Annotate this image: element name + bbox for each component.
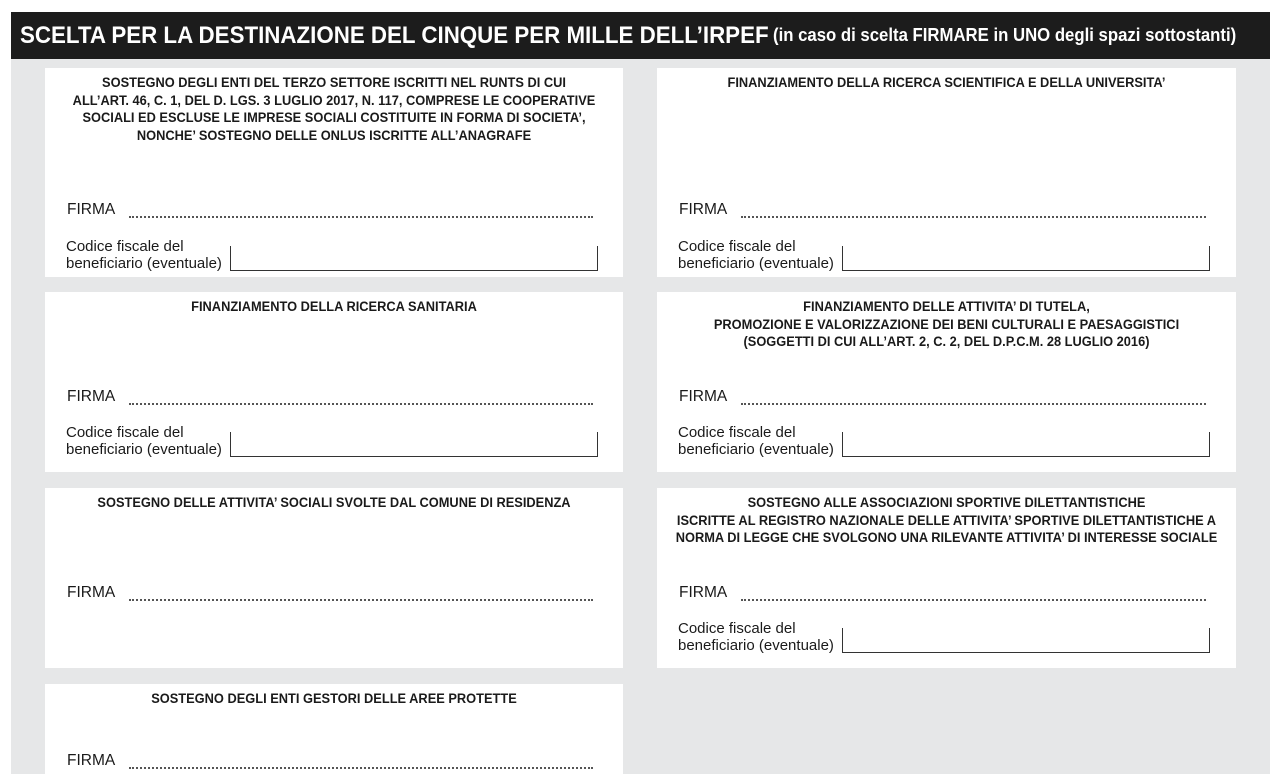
firma-label: FIRMA: [67, 752, 116, 769]
codice-fiscale-label: Codice fiscale del beneficiario (eventuale): [678, 238, 834, 272]
choices-panel: [11, 59, 1270, 774]
firma-dotted-line: [129, 599, 593, 601]
firma-signature-area[interactable]: [67, 752, 593, 774]
box-ricerca-sanitaria: [45, 292, 623, 472]
codice-fiscale-input[interactable]: [842, 432, 1210, 457]
firma-signature-area[interactable]: [679, 584, 1206, 606]
box-title: SOSTEGNO DELLE ATTIVITA’ SOCIALI SVOLTE DAL COMUNE DI RESIDENZA: [97, 495, 571, 510]
box-terzo-settore: [45, 68, 623, 277]
firma-label: FIRMA: [679, 388, 728, 405]
codice-fiscale-input[interactable]: [230, 432, 598, 457]
box-title: SOSTEGNO ALLE ASSOCIAZIONI SPORTIVE DILETTANTISTICHE ISCRITTE AL REGISTRO NAZIONALE DELLE ATTIVITA’ SPORTIVE DILETTANTISTICHE A NORMA DI LEGGE CHE SVOLGONO UNA RILEVANTE ATTIVITA’ DI INTERESSE SOCIALE: [675, 495, 1218, 545]
box-title: SOSTEGNO DEGLI ENTI GESTORI DELLE AREE PROTETTE: [151, 691, 517, 706]
firma-signature-area[interactable]: [67, 201, 593, 223]
box-title: FINANZIAMENTO DELLE ATTIVITA’ DI TUTELA, PROMOZIONE E VALORIZZAZIONE DEI BENI CULTURALI E PAESAGGISTICI (SOGGETTI DI CUI ALL’ART. 2, C. 2, DEL D.P.C.M. 28 LUGLIO 2016): [713, 299, 1180, 349]
firma-dotted-line: [741, 403, 1206, 405]
firma-label: FIRMA: [67, 388, 116, 405]
firma-label: FIRMA: [67, 584, 116, 601]
firma-dotted-line: [741, 599, 1206, 601]
box-associazioni-sportive: [657, 488, 1236, 668]
box-comune-residenza: [45, 488, 623, 668]
firma-dotted-line: [129, 216, 593, 218]
codice-fiscale-input[interactable]: [230, 246, 598, 271]
firma-label: FIRMA: [679, 201, 728, 218]
box-title: FINANZIAMENTO DELLA RICERCA SANITARIA: [191, 299, 477, 314]
codice-fiscale-label: Codice fiscale del beneficiario (eventuale): [66, 238, 222, 272]
firma-dotted-line: [129, 403, 593, 405]
firma-label: FIRMA: [67, 201, 116, 218]
firma-signature-area[interactable]: [67, 388, 593, 410]
firma-signature-area[interactable]: [679, 388, 1206, 410]
firma-signature-area[interactable]: [67, 584, 593, 606]
firma-signature-area[interactable]: [679, 201, 1206, 223]
codice-fiscale-label: Codice fiscale del beneficiario (eventuale): [678, 424, 834, 458]
form-header: [11, 12, 1270, 59]
codice-fiscale-label: Codice fiscale del beneficiario (eventuale): [678, 620, 834, 654]
firma-dotted-line: [129, 767, 593, 769]
codice-fiscale-label: Codice fiscale del beneficiario (eventuale): [66, 424, 222, 458]
box-title: SOSTEGNO DEGLI ENTI DEL TERZO SETTORE ISCRITTI NEL RUNTS DI CUI ALL’ART. 46, C. 1, DEL D. LGS. 3 LUGLIO 2017, N. 117, COMPRESE LE COOPERATIVE SOCIALI ED ESCLUSE LE IMPRESE SOCIALI COSTITUITE IN FORMA DI SOCIETA’, NONCHE’ SOSTEGNO DELLE ONLUS ISCRITTE ALL’ANAGRAFE: [72, 75, 596, 143]
firma-dotted-line: [741, 216, 1206, 218]
form-title: SCELTA PER LA DESTINAZIONE DEL CINQUE PER MILLE DELL’IRPEF: [20, 21, 769, 49]
form-instruction: (in caso di scelta FIRMARE in UNO degli spazi sottostanti): [772, 25, 1237, 45]
box-ricerca-scientifica: [657, 68, 1236, 277]
box-aree-protette: [45, 684, 623, 774]
box-beni-culturali: [657, 292, 1236, 472]
codice-fiscale-input[interactable]: [842, 628, 1210, 653]
firma-label: FIRMA: [679, 584, 728, 601]
box-title: FINANZIAMENTO DELLA RICERCA SCIENTIFICA E DELLA UNIVERSITA’: [727, 75, 1166, 90]
codice-fiscale-input[interactable]: [842, 246, 1210, 271]
